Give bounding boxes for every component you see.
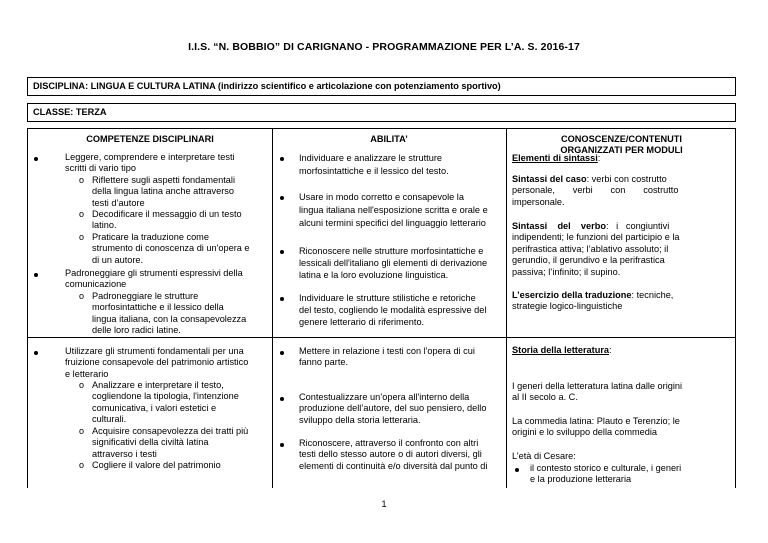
col-header-conoscenze-line1: CONOSCENZE/CONTENUTI [561,134,682,144]
class-box [27,103,736,122]
list-item: Individuare le strutture stilistiche e retoriche del testo, cogliendo le modalità espressive del genere letterario di riferimento. [299,293,487,327]
bullet-dot [34,157,38,161]
list-item: Analizzare e interpretare il testo, cogliendone la tipologia, l'intenzione comunicativa, i valori estetici e culturali. [92,380,239,425]
list-item: La commedia latina: Plauto e Terenzio; le origini e lo sviluppo della commedia [512,416,680,438]
list-item: Riconoscere, attraverso il confronto con altri testi dello stesso autore o di autori diversi, gli elementi di continuità e/o diversità dal punto di [299,438,488,471]
list-item: L’età di Cesare: [512,451,576,461]
list-item: Riconoscere nelle strutture morfosintattiche e lessicali dell'italiano gli elementi di derivazione latina e la loro evoluzione linguistica. [299,246,488,280]
program-table [27,128,736,488]
col-header-abilita: ABILITA’ [370,134,408,144]
list-item: Cogliere il valore del patrimonio [92,460,221,470]
list-item: Individuare e analizzare le strutture morfosintattiche e il lessico del testo. [299,153,449,176]
bullet-dot [280,196,284,200]
list-item: Decodificare il messaggio di un testo latino. [92,209,242,231]
list-item: il contesto storico e culturale, i generi e la produzione letteraria [530,463,682,485]
class-label: CLASSE: TERZA [33,107,107,117]
bullet-dot [515,468,519,472]
col-header-competenze: COMPETENZE DISCIPLINARI [86,134,214,144]
discipline-box [27,77,736,96]
list-item: Riflettere sugli aspetti fondamentali della lingua latina anche attraverso testi d’autore [92,175,235,208]
bullet-dot [34,351,38,355]
section-title: Elementi di sintassi: [512,153,601,163]
table-col-divider [272,129,273,488]
circle-bullet-icon: o [79,291,85,301]
list-item: Utilizzare gli strumenti fondamentali per una fruizione consapevole del patrimonio artistico e letterario [65,346,249,379]
list-item: Sintassi del caso: verbi con costrutto personale, verbi con costrutto impersonale. [512,174,679,207]
bullet-dot [280,297,284,301]
list-item: I generi della letteratura latina dalle origini al II secolo a. C. [512,381,683,403]
bullet-dot [34,273,38,277]
section-title: Storia della letteratura: [512,345,612,355]
page-number: 1 [381,499,387,509]
circle-bullet-icon: o [79,209,85,219]
list-item: Praticare la traduzione come strumento di conoscenza di un'opera e di un autore. [92,232,250,265]
bullet-dot [280,157,284,161]
bullet-dot [280,351,284,355]
list-item: Usare in modo corretto e consapevole la lingua italiana nell'esposizione scritta e orale e alcuni termini specifici del linguaggio letterario [299,192,488,228]
circle-bullet-icon: o [79,380,85,390]
list-item: Contestualizzare un’opera all'interno della produzione dell’autore, del suo pensiero, dello sviluppo della storia letteraria. [299,392,487,425]
circle-bullet-icon: o [79,460,85,470]
list-item: Sintassi del verbo: i congiuntivi indipendenti; le funzioni del participio e la perifrastica attiva; l’ablativo assoluto; il gerundio, il gerundivo e la perifrastica passiva; l’infinito; il supino. [512,221,680,277]
bullet-dot [280,443,284,447]
bullet-dot [280,250,284,254]
circle-bullet-icon: o [79,232,85,242]
list-item: Acquisire consapevolezza dei tratti più significativi della civiltà latina attraverso i testi [92,426,249,459]
list-item: L’esercizio della traduzione: tecniche, strategie logico-linguistiche [512,290,674,312]
table-row-divider [28,337,735,338]
page-header-title: I.I.S. “N. BOBBIO” DI CARIGNANO - PROGRAMMAZIONE PER L’A. S. 2016-17 [188,41,580,53]
discipline-label: DISCIPLINA: LINGUA E CULTURA LATINA (indirizzo scientifico e articolazione con potenziamento sportivo) [33,81,501,91]
circle-bullet-icon: o [79,175,85,185]
bullet-dot [280,397,284,401]
list-item: Leggere, comprendere e interpretare testi scritti di vario tipo [65,152,235,174]
list-item: Padroneggiare gli strumenti espressivi della comunicazione [65,268,243,290]
list-item: Padroneggiare le strutture morfosintattiche e il lessico della lingua italiana, con la consapevolezza delle loro radici latine. [92,291,247,336]
table-col-divider [506,129,507,488]
list-item: Mettere in relazione i testi con l'opera di cui fanno parte. [299,346,475,368]
circle-bullet-icon: o [79,426,85,436]
col-header-conoscenze-line2: ORGANIZZATI PER MODULI [560,145,683,155]
